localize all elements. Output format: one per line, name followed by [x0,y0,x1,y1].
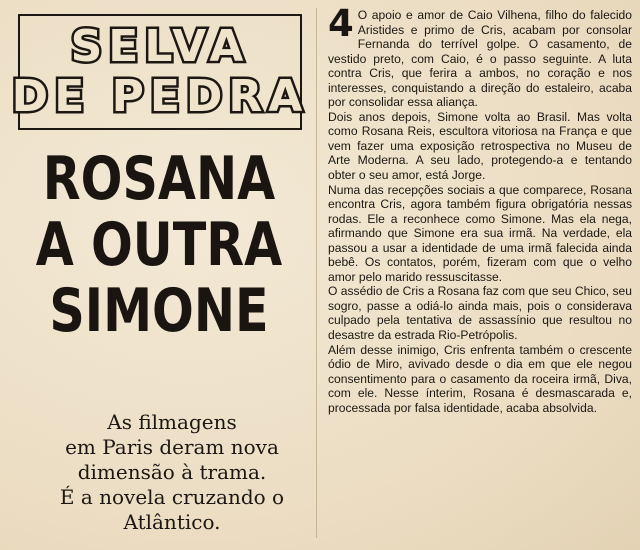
article-body [328,2,632,542]
logo-line-1: SELVA [70,21,250,72]
article-paragraph-5: Além desse inimigo, Cris enfrenta também o crescente ódio de Miro, avivado desde o dia em que ele negou consentimento para o casamento da roceira irmã, Diva, com ele. Nesse ínterim, Rosana é desmascarada e, processada por falsa identidade, acaba absolvida. [328,342,632,415]
subhead-line-3: dimensão à trama. [77,460,267,484]
logo-line-2: DE PEDRA [11,71,309,122]
column-divider [316,8,317,538]
headline [6,146,312,344]
drop-cap-number: 4 [328,2,354,45]
left-column [6,6,312,546]
headline-line-1: ROSANA [42,144,276,214]
subhead-line-4: É a novela cruzando o [59,485,285,509]
subhead-line-5: Atlântico. [123,510,221,534]
article-paragraph-3: Numa das recepções sociais a que comparece, Rosana encontra Cris, agora também figura obrigatória nessas rodas. Ele a reconhece como Simone. Mas ela nega, afirmando que Simone era sua irmã. Na verdade, ela passou a usar a identidade de uma irmã falecida ainda bebê. Os contatos, porém, fizeram com que o velho amor pelo marido ressuscitasse. [328,182,632,284]
subhead-line-2: em Paris deram nova [65,435,279,459]
subhead-line-1: As filmagens [107,410,237,434]
headline-line-2: A OUTRA [35,210,283,280]
headline-line-3: SIMONE [49,276,269,346]
subheadline [46,410,298,535]
article-paragraph-2: Dois anos depois, Simone volta ao Brasil. Mas volta como Rosana Reis, escultora vitoriosa na França e que vem fazer uma exposição retrospectiva no Museu de Arte Moderna. A seu lado, protegendo-a e tentando obter o seu amor, está Jorge. [328,109,632,183]
article-paragraph-1: O apoio e amor de Caio Vilhena, filho do falecido Aristides e primo de Cris, acabam por consolar Fernanda do terrível golpe. O casamento, de vestido preto, com Caio, é o passo seguinte. A luta contra Cris, que ferira a ambos, no coração e nos interesses, conquistando a direção do estaleiro, acaba por consolidar essa aliança. [328,8,632,110]
article-paragraph-4: O assédio de Cris a Rosana faz com que seu Chico, seu sogro, passe a odiá-lo ainda mais, pois o considerava culpado pela tentativa de assassínio que resultou no desastre da estrada Rio-Petrópolis. [328,284,632,343]
show-logo [11,14,309,130]
